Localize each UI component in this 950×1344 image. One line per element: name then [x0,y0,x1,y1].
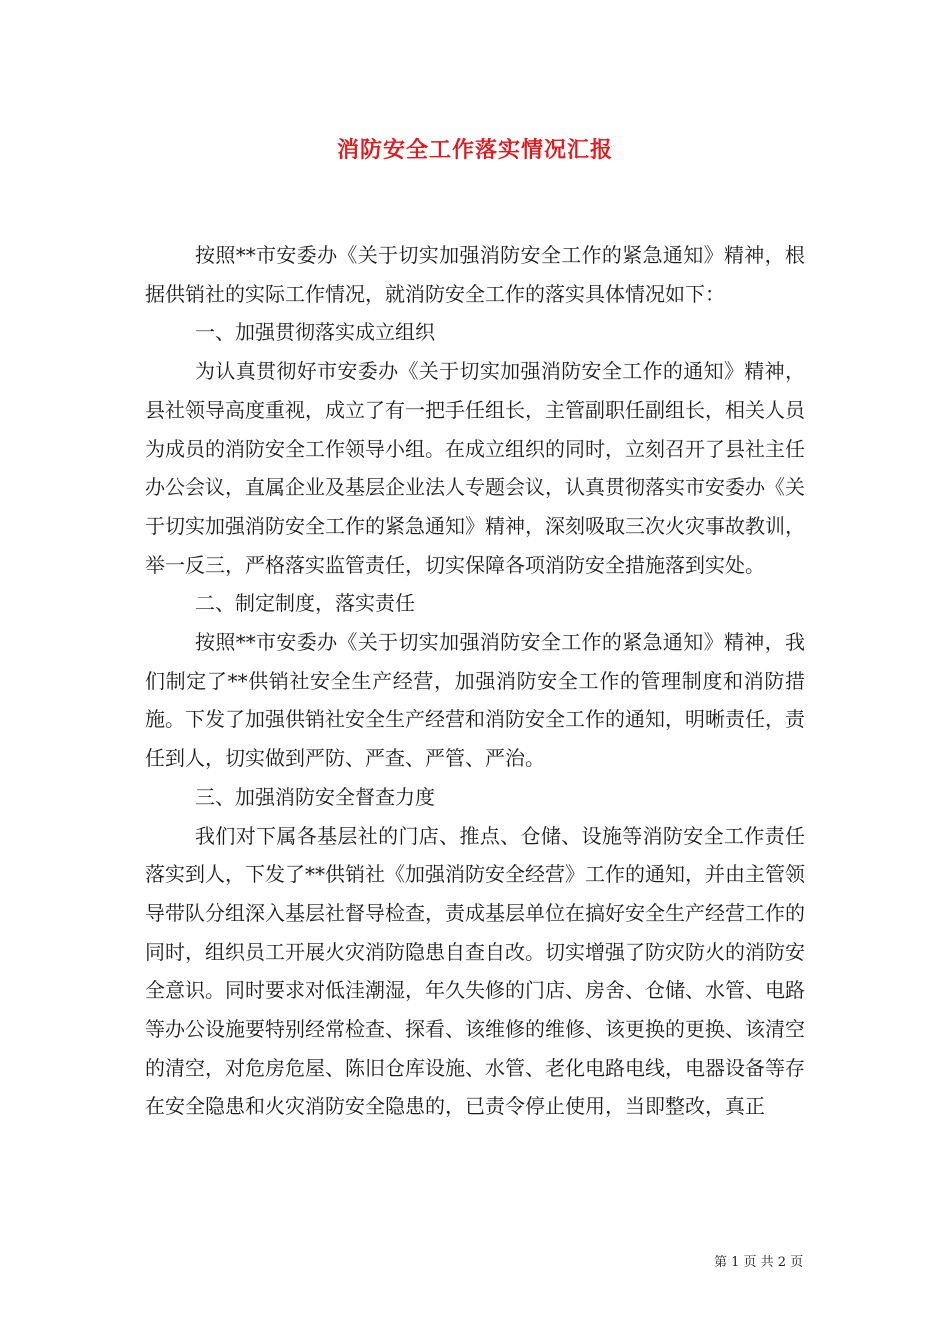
paragraph-section-1: 为认真贯彻好市安委办《关于切实加强消防安全工作的通知》精神，县社领导高度重视，成立了有一把手任组长，主管副职任副组长，相关人员为成员的消防安全工作领导小组。在成立组织的同时，立刻召开了县社主任办公会议，直属企业及基层企业法人专题会议，认真贯彻落实市安委办《关于切实加强消防安全工作的紧急通知》精神，深刻吸取三次火灾事故教训，举一反三，严格落实监管责任，切实保障各项消防安全措施落到实处。 [145,359,805,577]
document-body [145,236,805,1126]
paragraph-section-2: 按照**市安委办《关于切实加强消防安全工作的紧急通知》精神，我们制定了**供销社安全生产经营，加强消防安全工作的管理制度和消防措施。下发了加强供销社安全生产经营和消防安全工作的通知，明晰责任，责任到人，切实做到严防、严查、严管、严治。 [145,630,805,771]
document-title: 消防安全工作落实情况汇报 [336,137,613,163]
paragraph-intro: 按照**市安委办《关于切实加强消防安全工作的紧急通知》精神，根据供销社的实际工作情况，就消防安全工作的落实具体情况如下： [145,243,805,306]
section-heading-2: 二、制定制度，落实责任 [195,591,415,616]
page-number-footer: 第 1 页 共 2 页 [714,1255,804,1270]
paragraph-section-3: 我们对下属各基层社的门店、推点、仓储、设施等消防安全工作责任落实到人，下发了**供销社《加强消防安全经营》工作的通知，并由主管领导带队分组深入基层社督导检查，责成基层单位在搞好安全生产经营工作的同时，组织员工开展火灾消防隐患自查自改。切实增强了防灾防火的消防安全意识。同时要求对低洼潮湿，年久失修的门店、房舍、仓储、水管、电路等办公设施要特别经常检查、探看、该维修的维修、该更换的更换、该清空的清空，对危房危屋、陈旧仓库设施、水管、老化电路电线，电器设备等存在安全隐患和火灾消防安全隐患的，已责令停止使用，当即整改，真正 [145,823,805,1119]
section-heading-1: 一、加强贯彻落实成立组织 [195,320,435,345]
section-heading-3: 三、加强消防安全督查力度 [195,784,435,809]
